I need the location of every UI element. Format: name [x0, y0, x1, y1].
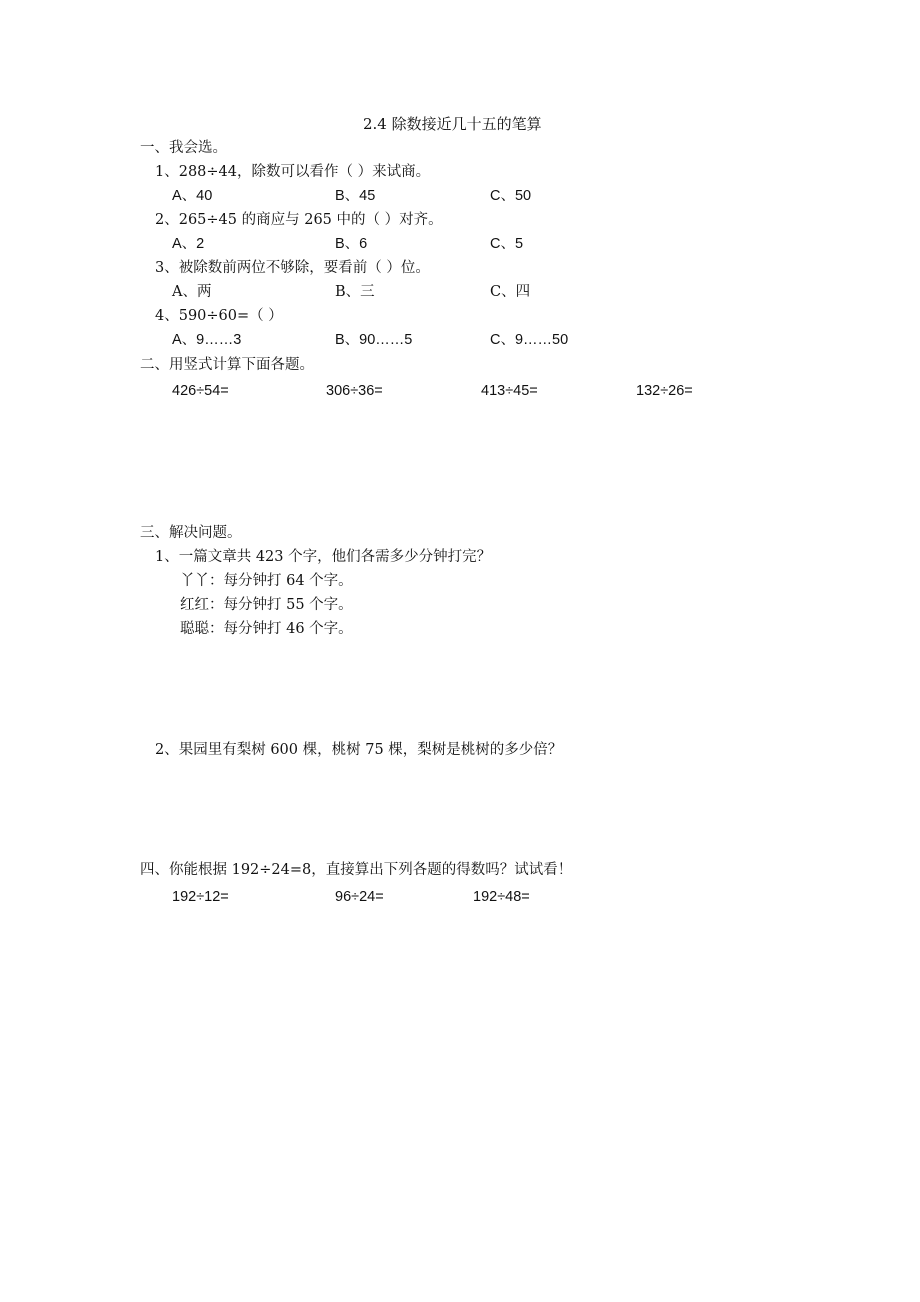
question-3: 3、被除数前两位不够除，要看前（ ）位。 — [155, 260, 430, 276]
calc-item-1: 426÷54= — [172, 383, 229, 399]
question-2: 2、265÷45 的商应与 265 中的（ ）对齐。 — [155, 212, 443, 228]
derived-item-3: 192÷48= — [473, 889, 530, 905]
calc-item-4: 132÷26= — [636, 383, 693, 399]
q3-option-b: B、三 — [335, 284, 375, 300]
q4-option-c: C、9……50 — [490, 332, 569, 348]
q4-option-a: A、9……3 — [172, 332, 242, 348]
page-title: 2.4 除数接近几十五的笔算 — [363, 115, 542, 133]
problem-1-line-3: 聪聪：每分钟打 46 个字。 — [180, 621, 353, 637]
problem-2: 2、果园里有梨树 600 棵，桃树 75 棵，梨树是桃树的多少倍？ — [155, 742, 563, 758]
question-1: 1、288÷44，除数可以看作（ ）来试商。 — [155, 164, 431, 180]
section-2-heading: 二、用竖式计算下面各题。 — [140, 357, 314, 373]
q3-option-c: C、四 — [490, 284, 531, 300]
problem-1-line-1: 丫丫：每分钟打 64 个字。 — [180, 573, 353, 589]
q2-option-c: C、5 — [490, 236, 524, 252]
section-4-heading: 四、你能根据 192÷24=8，直接算出下列各题的得数吗？试试看！ — [140, 862, 573, 878]
section-3-heading: 三、解决问题。 — [140, 525, 242, 541]
calc-item-3: 413÷45= — [481, 383, 538, 399]
q2-option-b: B、6 — [335, 236, 368, 252]
calc-item-2: 306÷36= — [326, 383, 383, 399]
q2-option-a: A、2 — [172, 236, 205, 252]
q1-option-c: C、50 — [490, 188, 532, 204]
q1-option-a: A、40 — [172, 188, 213, 204]
problem-1: 1、一篇文章共 423 个字，他们各需多少分钟打完？ — [155, 549, 492, 565]
derived-item-2: 96÷24= — [335, 889, 384, 905]
question-4: 4、590÷60=（ ） — [155, 308, 283, 324]
problem-1-line-2: 红红：每分钟打 55 个字。 — [180, 597, 353, 613]
section-1-heading: 一、我会选。 — [140, 140, 227, 156]
q4-option-b: B、90……5 — [335, 332, 413, 348]
q1-option-b: B、45 — [335, 188, 376, 204]
derived-item-1: 192÷12= — [172, 889, 229, 905]
q3-option-a: A、两 — [172, 284, 212, 300]
